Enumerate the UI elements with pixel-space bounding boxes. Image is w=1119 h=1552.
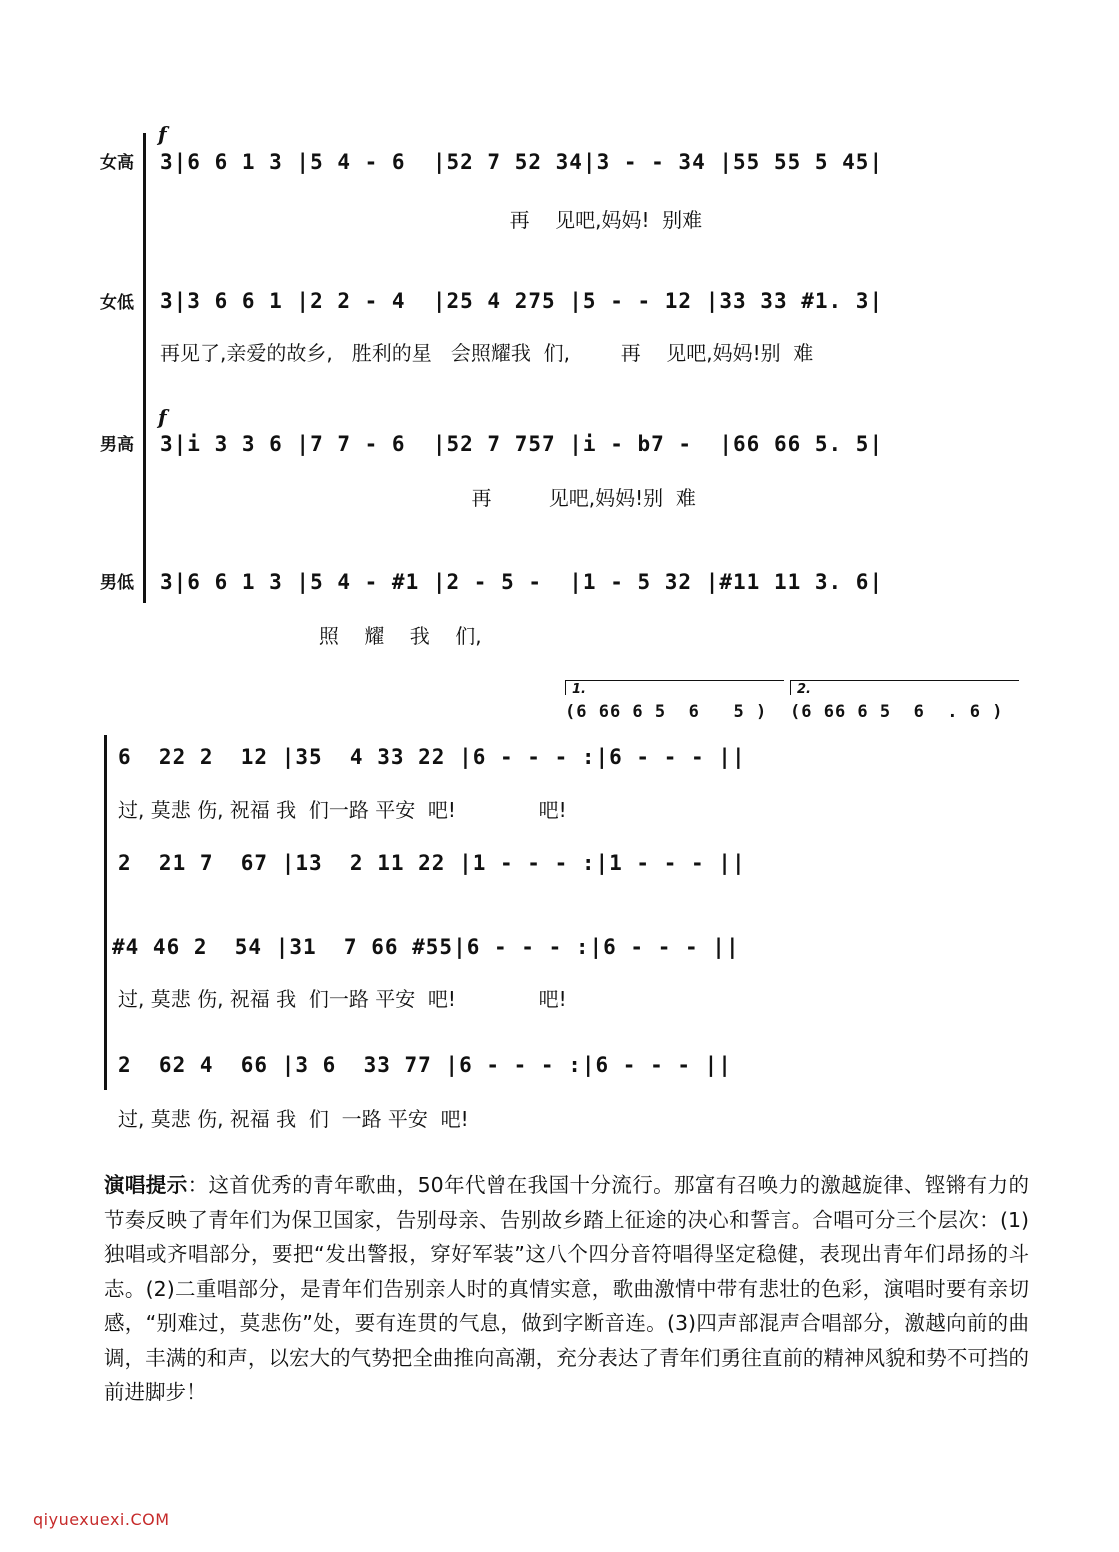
volta-first-ending — [565, 680, 784, 695]
volta-second-label: 2. — [797, 682, 811, 697]
tenor-notes: 3|i 3 3 6 |7 7 - 6 |52 7 757 |i - b7 - |66 66 5. 5| — [160, 432, 884, 456]
system1-brace — [143, 133, 146, 603]
dynamic-mark-forte-tenor: f — [158, 405, 167, 429]
alto-notes-2: 2 21 7 67 |13 2 11 22 |1 - - - :|1 - - - || — [118, 851, 746, 875]
tenor-lyrics: 再 见吧,妈妈!别 难 — [160, 486, 696, 510]
performance-notes-heading: 演唱提示 — [104, 1173, 188, 1197]
alto-notes: 3|3 6 6 1 |2 2 - 4 |25 4 275 |5 - - 12 |33 33 #1. 3| — [160, 289, 884, 313]
bass-lyrics: 照 耀 我 们, — [160, 624, 482, 648]
bass-notes-2: 2 62 4 66 |3 6 33 77 |6 - - - :|6 - - - || — [118, 1053, 732, 1077]
tenor-notes-2: #4 46 2 54 |31 7 66 #55|6 - - - :|6 - - - || — [112, 935, 740, 959]
tenor-lyrics-2: 过, 莫悲 伤, 祝福 我 们一路 平安 吧! 吧! — [118, 987, 567, 1011]
volta-second-ending — [790, 680, 1019, 695]
soprano-notes-2: 6 22 2 12 |35 4 33 22 |6 - - - :|6 - - - || — [118, 745, 746, 769]
alto-lyrics: 再见了,亲爱的故乡, 胜利的星 会照耀我 们, 再 见吧,妈妈!别 难 — [160, 341, 814, 365]
soprano-lyrics-2: 过, 莫悲 伤, 祝福 我 们一路 平安 吧! 吧! — [118, 798, 567, 822]
accompaniment-first-ending: (6 66 6 5 6 5 ) — [565, 702, 768, 722]
volta-first-label: 1. — [572, 682, 586, 697]
performance-notes — [104, 1168, 1029, 1410]
bass-lyrics-2: 过, 莫悲 伤, 祝福 我 们 一路 平安 吧! — [118, 1107, 469, 1131]
part-label-bass: 男低 — [100, 573, 134, 593]
site-watermark: qiyuexuexi.COM — [33, 1510, 170, 1529]
dynamic-mark-forte: f — [158, 122, 167, 146]
accompaniment-second-ending: (6 66 6 5 6 . 6 ) — [790, 702, 1004, 722]
bass-notes: 3|6 6 1 3 |5 4 - #1 |2 - 5 - |1 - 5 32 |#11 11 3. 6| — [160, 570, 884, 594]
performance-notes-body: ：这首优秀的青年歌曲，50年代曾在我国十分流行。那富有召唤力的激越旋律、铿锵有力的节奏反映了青年们为保卫国家，告别母亲、告别故乡踏上征途的决心和誓言。合唱可分三个层次：(1)独唱或齐唱部分，要把“发出警报，穿好军装”这八个四分音符唱得坚定稳健，表现出青年们昂扬的斗志。(2)二重唱部分，是青年们告别亲人时的真情实意，歌曲激情中带有悲壮的色彩，演唱时要有亲切感，“别难过，莫悲伤”处，要有连贯的气息，做到字断音连。(3)四声部混声合唱部分，激越向前的曲调，丰满的和声，以宏大的气势把全曲推向高潮，充分表达了青年们勇往直前的精神风貌和势不可挡的前进脚步！ — [104, 1173, 1029, 1404]
part-label-soprano: 女高 — [100, 153, 134, 173]
soprano-lyrics: 再 见吧,妈妈! 别难 — [160, 208, 703, 232]
part-label-tenor: 男高 — [100, 435, 134, 455]
part-label-alto: 女低 — [100, 293, 134, 313]
soprano-notes: 3|6 6 1 3 |5 4 - 6 |52 7 52 34|3 - - 34 |55 55 5 45| — [160, 150, 884, 174]
system2-brace — [104, 735, 107, 1090]
